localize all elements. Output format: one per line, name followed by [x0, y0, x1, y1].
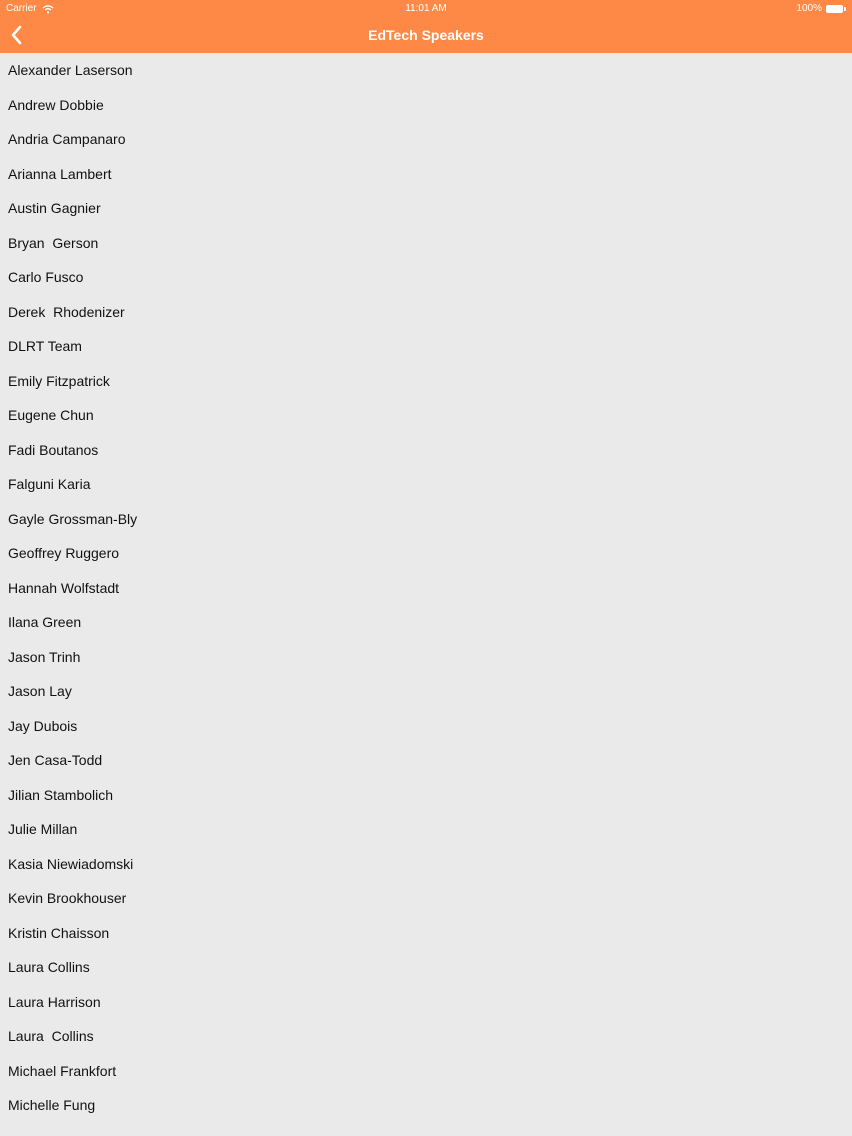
speaker-item[interactable]: Emily Fitzpatrick — [8, 372, 110, 389]
speaker-item[interactable]: Laura Collins — [8, 959, 90, 975]
speaker-item[interactable]: Derek Rhodenizer — [8, 303, 125, 320]
nav-bar — [0, 18, 852, 53]
speaker-item[interactable]: Michael Frankfort — [8, 1062, 117, 1079]
speaker-item[interactable]: Bryan Gerson — [8, 234, 99, 251]
battery-group — [796, 0, 846, 18]
speaker-item[interactable]: Alexander Laserson — [8, 62, 133, 78]
status-bar — [0, 0, 852, 18]
speaker-item[interactable]: Jen Casa-Todd — [8, 752, 103, 768]
speaker-item[interactable]: Andrew Dobbie — [8, 96, 104, 113]
speaker-item[interactable]: Andria Campanaro — [8, 131, 126, 147]
speaker-item[interactable]: Kevin Brookhouser — [8, 890, 127, 906]
back-button[interactable] — [6, 22, 30, 48]
speaker-item[interactable]: Michelle Fung — [8, 1097, 96, 1113]
battery-percent: 100% — [796, 3, 822, 14]
speaker-item[interactable]: Geoffrey Ruggero — [8, 545, 120, 561]
speaker-item[interactable]: Kasia Niewiadomski — [8, 855, 134, 872]
speaker-item[interactable]: Gayle Grossman-Bly — [8, 510, 138, 527]
speaker-item[interactable]: Hannah Wolfstadt — [8, 579, 120, 596]
speaker-item[interactable]: Laura Harrison — [8, 993, 101, 1010]
battery-icon — [826, 5, 846, 13]
speaker-item[interactable]: Julie Millan — [8, 821, 78, 837]
speaker-list — [0, 53, 852, 1123]
speaker-item[interactable]: Ilana Green — [8, 614, 82, 630]
chevron-left-icon — [6, 22, 30, 48]
speaker-item[interactable]: Arianna Lambert — [8, 165, 112, 182]
carrier-label: Carrier — [6, 3, 37, 14]
speaker-item[interactable]: Eugene Chun — [8, 407, 94, 423]
speaker-item[interactable]: Laura Collins — [8, 1028, 94, 1044]
speaker-item[interactable]: Jilian Stambolich — [8, 786, 114, 803]
speaker-item[interactable]: DLRT Team — [8, 338, 82, 354]
speaker-item[interactable]: Austin Gagnier — [8, 200, 101, 216]
speaker-item[interactable]: Falguni Karia — [8, 476, 91, 492]
speaker-item[interactable]: Fadi Boutanos — [8, 441, 99, 458]
speaker-item[interactable]: Jason Lay — [8, 683, 72, 699]
speaker-item[interactable]: Jay Dubois — [8, 717, 78, 734]
status-time: 11:01 AM — [405, 3, 447, 14]
header — [0, 0, 852, 53]
speaker-item[interactable]: Kristin Chaisson — [8, 924, 110, 941]
speaker-item[interactable]: Carlo Fusco — [8, 269, 84, 285]
page-title: EdTech Speakers — [368, 27, 484, 43]
speaker-item[interactable]: Jason Trinh — [8, 648, 81, 665]
